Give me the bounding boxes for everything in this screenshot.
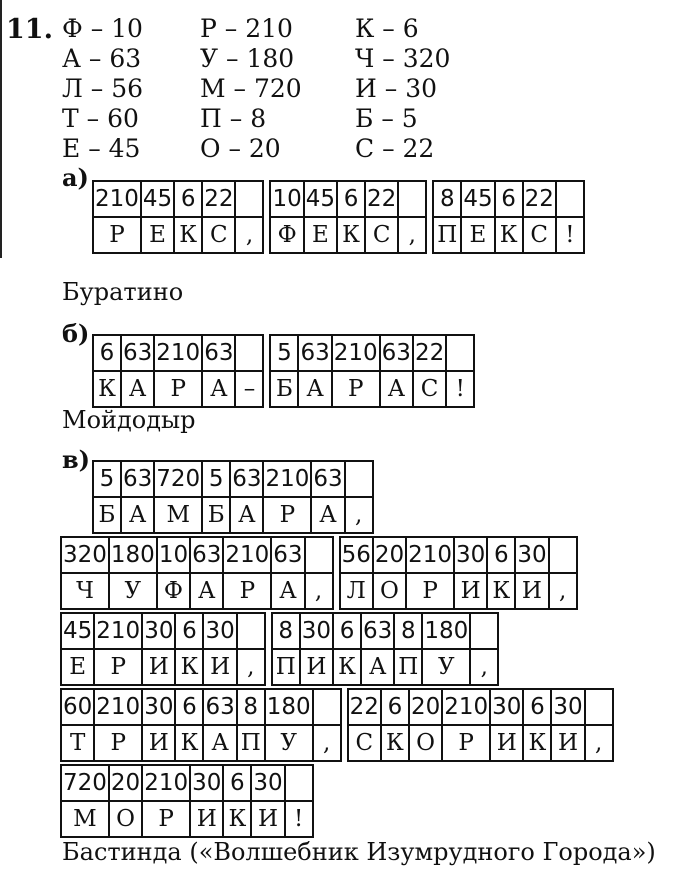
cipher-letter: А: [387, 376, 405, 402]
cipher-letter: О: [380, 578, 399, 604]
key-entry: П – 8: [200, 104, 267, 133]
key-entry: С – 22: [355, 134, 435, 163]
cipher-number: 5: [203, 462, 229, 498]
cipher-number: 22: [203, 182, 234, 218]
cipher-cell: [349, 690, 382, 760]
cipher-number: 45: [305, 182, 336, 218]
punct-mark: ,: [480, 654, 488, 680]
cipher-letter: Р: [279, 502, 296, 528]
cipher-number: [399, 182, 425, 218]
cipher-cell: [516, 538, 549, 608]
cipher-letter: С: [372, 222, 391, 248]
punct-cell: [286, 766, 312, 836]
cipher-number: 320: [62, 538, 108, 574]
cipher-letter: К: [180, 654, 199, 680]
cipher-letter: К: [179, 222, 198, 248]
cipher-word: [92, 180, 264, 254]
punct-cell: [550, 538, 576, 608]
cipher-number: 63: [191, 538, 222, 574]
cipher-letter: Ф: [277, 222, 297, 248]
cipher-letter: У: [124, 578, 142, 604]
cipher-letter: Б: [276, 376, 293, 402]
cipher-cell: [143, 766, 191, 836]
cipher-number: 6: [176, 614, 202, 650]
cipher-letter: К: [228, 806, 247, 832]
cipher-cell: [203, 462, 231, 532]
cipher-number: 63: [231, 462, 262, 498]
cipher-letter: А: [128, 502, 147, 528]
key-entry: Б – 5: [355, 104, 418, 133]
cipher-number: 210: [333, 336, 379, 372]
punct-cell: [306, 538, 332, 608]
cipher-number: 6: [224, 766, 250, 802]
cipher-cell: [155, 336, 203, 406]
cipher-number: 10: [158, 538, 189, 574]
cipher-letter: Е: [311, 222, 329, 248]
cipher-number: 22: [366, 182, 397, 218]
cipher-number: 6: [338, 182, 364, 218]
cipher-letter: Е: [69, 654, 87, 680]
cipher-letter: Р: [347, 376, 364, 402]
cipher-letter: П: [275, 654, 296, 680]
punct-mark: ,: [247, 654, 255, 680]
cipher-letter: А: [210, 376, 228, 402]
cipher-number: 720: [155, 462, 201, 498]
cipher-row-v5: [60, 764, 319, 838]
cipher-letter: К: [492, 578, 511, 604]
cipher-word: [60, 536, 334, 610]
cipher-letter: А: [306, 376, 324, 402]
cipher-cell: [407, 538, 455, 608]
cipher-number: [471, 614, 497, 650]
key-entry: Ф – 10: [62, 14, 143, 43]
key-entry: Ч – 320: [355, 44, 451, 73]
cipher-letter: Р: [109, 222, 125, 248]
punct-mark: !: [565, 222, 575, 248]
cipher-letter: И: [306, 654, 327, 680]
cipher-letter: А: [319, 502, 337, 528]
cipher-letter: М: [73, 806, 97, 832]
cipher-number: 20: [410, 690, 441, 726]
cipher-cell: [410, 690, 443, 760]
cipher-number: 30: [552, 690, 583, 726]
cipher-letter: Ч: [76, 578, 94, 604]
cipher-letter: И: [257, 806, 279, 832]
cipher-cell: [496, 182, 524, 252]
punct-mark: ,: [314, 578, 323, 604]
cipher-number: 8: [238, 690, 264, 726]
cipher-number: 180: [423, 614, 469, 650]
cipher-number: 8: [434, 182, 460, 218]
cipher-number: 30: [143, 614, 174, 650]
cipher-cell: [94, 462, 122, 532]
cipher-number: [447, 336, 473, 372]
cipher-row-b: [92, 334, 480, 408]
cipher-number: [346, 462, 372, 498]
cipher-word: [269, 180, 427, 254]
cipher-letter: И: [196, 806, 217, 832]
cipher-cell: [552, 690, 585, 760]
cipher-cell: [455, 538, 488, 608]
cipher-number: 180: [266, 690, 312, 726]
cipher-letter: А: [198, 578, 216, 604]
cipher-cell: [333, 336, 381, 406]
punct-mark: ,: [245, 222, 254, 248]
cipher-cell: [176, 690, 204, 760]
cipher-number: 210: [155, 336, 201, 372]
cipher-letter: У: [437, 654, 455, 680]
cipher-letter: С: [530, 222, 549, 248]
cipher-letter: М: [166, 502, 191, 528]
cipher-letter: К: [342, 222, 360, 248]
cipher-word: [60, 688, 342, 762]
cipher-number: 45: [62, 614, 93, 650]
cipher-number: 22: [414, 336, 445, 372]
caption-a: Буратино: [62, 278, 184, 306]
cipher-number: 20: [374, 538, 405, 574]
cipher-cell: [301, 614, 334, 684]
punct-mark: ,: [408, 222, 416, 248]
cipher-cell: [299, 336, 332, 406]
cipher-letter: Р: [158, 806, 174, 832]
cipher-number: 20: [110, 766, 141, 802]
cipher-number: [236, 182, 262, 218]
cipher-number: 63: [203, 336, 234, 372]
cipher-letter: Б: [207, 502, 225, 528]
cipher-letter: И: [558, 730, 579, 756]
cipher-number: 60: [62, 690, 93, 726]
cipher-cell: [462, 182, 495, 252]
cipher-cell: [395, 614, 423, 684]
cipher-number: 56: [341, 538, 372, 574]
cipher-letter: Р: [110, 654, 126, 680]
cipher-letter: П: [398, 654, 419, 680]
cipher-number: [557, 182, 583, 218]
cipher-cell: [191, 538, 224, 608]
cipher-cell: [62, 538, 110, 608]
cipher-number: 210: [443, 690, 489, 726]
cipher-number: 5: [94, 462, 120, 498]
cipher-word: [60, 612, 266, 686]
cipher-number: 30: [491, 690, 522, 726]
punct-mark: !: [294, 806, 304, 832]
cipher-letter: К: [98, 376, 116, 402]
cipher-number: 30: [301, 614, 332, 650]
punct-cell: [471, 614, 497, 684]
cipher-cell: [414, 336, 447, 406]
punct-cell: [346, 462, 372, 532]
cipher-letter: П: [240, 730, 261, 756]
cipher-word: [432, 180, 585, 254]
cipher-cell: [155, 462, 203, 532]
cipher-row-v4: [60, 688, 619, 762]
cipher-number: [238, 614, 264, 650]
cipher-letter: О: [416, 730, 435, 756]
key-entry: О – 20: [200, 134, 281, 163]
cipher-cell: [122, 462, 155, 532]
key-entry: К – 6: [355, 14, 419, 43]
cipher-row-v3: [60, 612, 504, 686]
caption-b: Мойдодыр: [62, 406, 196, 434]
cipher-letter: У: [280, 730, 298, 756]
cipher-cell: [381, 336, 414, 406]
cipher-letter: И: [148, 654, 169, 680]
cipher-number: 6: [94, 336, 120, 372]
cipher-letter: С: [210, 222, 228, 248]
cipher-letter: С: [355, 730, 374, 756]
cipher-number: 30: [516, 538, 547, 574]
cipher-cell: [142, 182, 175, 252]
cipher-cell: [175, 182, 203, 252]
cipher-cell: [204, 614, 237, 684]
cipher-cell: [524, 182, 557, 252]
cipher-cell: [62, 614, 95, 684]
punct-mark: –: [243, 376, 256, 402]
label-a: а): [62, 163, 89, 192]
cipher-cell: [524, 690, 552, 760]
cipher-letter: А: [128, 376, 147, 402]
cipher-number: 180: [110, 538, 156, 574]
cipher-number: 8: [395, 614, 421, 650]
cipher-number: 210: [94, 182, 140, 218]
punct-cell: [314, 690, 340, 760]
cipher-cell: [62, 766, 110, 836]
cipher-number: 210: [95, 614, 141, 650]
cipher-number: 6: [382, 690, 408, 726]
cipher-letter: К: [386, 730, 404, 756]
cipher-letter: И: [521, 578, 542, 604]
cipher-word: [92, 460, 374, 534]
cipher-number: 6: [334, 614, 360, 650]
cipher-word: [271, 612, 499, 686]
cipher-cell: [204, 690, 237, 760]
cipher-letter: Е: [469, 222, 487, 248]
cipher-cell: [272, 538, 305, 608]
punct-cell: [447, 336, 473, 406]
cipher-word: [347, 688, 614, 762]
cipher-letter: А: [238, 502, 256, 528]
cipher-number: 210: [143, 766, 189, 802]
cipher-number: 45: [462, 182, 493, 218]
cipher-letter: П: [437, 222, 458, 248]
cipher-cell: [271, 182, 304, 252]
cipher-number: 6: [488, 538, 514, 574]
punct-mark: ,: [323, 730, 331, 756]
cipher-cell: [203, 182, 236, 252]
cipher-number: [586, 690, 612, 726]
cipher-number: [306, 538, 332, 574]
cipher-letter: Т: [69, 730, 86, 756]
cipher-cell: [110, 766, 143, 836]
cipher-number: 5: [271, 336, 297, 372]
cipher-cell: [491, 690, 524, 760]
cipher-cell: [488, 538, 516, 608]
cipher-cell: [382, 690, 410, 760]
cipher-cell: [273, 614, 301, 684]
cipher-number: 63: [204, 690, 235, 726]
cipher-cell: [374, 538, 407, 608]
cipher-number: 720: [62, 766, 108, 802]
cipher-cell: [94, 336, 122, 406]
cipher-letter: С: [420, 376, 439, 402]
punct-mark: ,: [595, 730, 603, 756]
cipher-letter: Р: [422, 578, 438, 604]
caption-v: Бастинда («Волшебник Изумрудного Города»): [62, 838, 656, 866]
cipher-cell: [341, 538, 374, 608]
cipher-word: [60, 764, 314, 838]
cipher-cell: [224, 538, 272, 608]
key-entry: Л – 56: [62, 74, 144, 103]
punct-mark: ,: [558, 578, 567, 604]
cipher-number: 30: [191, 766, 222, 802]
punct-cell: [557, 182, 583, 252]
cipher-letter: Ф: [163, 578, 183, 604]
key-entry: У – 180: [200, 44, 295, 73]
cipher-number: 63: [122, 462, 153, 498]
key-entry: М – 720: [200, 74, 302, 103]
cipher-number: 6: [175, 182, 201, 218]
cipher-cell: [191, 766, 224, 836]
cipher-number: 210: [224, 538, 270, 574]
cipher-number: 63: [312, 462, 343, 498]
cipher-number: 210: [264, 462, 310, 498]
cipher-cell: [176, 614, 204, 684]
cipher-letter: Б: [98, 502, 116, 528]
cipher-number: 210: [407, 538, 453, 574]
cipher-cell: [231, 462, 264, 532]
cipher-number: 6: [496, 182, 522, 218]
cipher-number: 210: [95, 690, 141, 726]
cipher-number: 22: [524, 182, 555, 218]
key-entry: А – 63: [62, 44, 142, 73]
cipher-row-v1: [92, 460, 379, 534]
key-column-2: [200, 14, 302, 164]
cipher-number: 30: [204, 614, 235, 650]
cipher-cell: [443, 690, 491, 760]
cipher-number: 30: [455, 538, 486, 574]
cipher-cell: [62, 690, 95, 760]
cipher-number: [550, 538, 576, 574]
cipher-letter: К: [180, 730, 199, 756]
cipher-cell: [266, 690, 314, 760]
cipher-letter: Л: [346, 578, 366, 604]
punct-cell: [238, 614, 264, 684]
cipher-number: [236, 336, 262, 372]
exercise-number: 11.: [6, 14, 53, 45]
punct-cell: [236, 182, 262, 252]
cipher-letter: А: [211, 730, 229, 756]
punct-cell: [586, 690, 612, 760]
cipher-word: [92, 334, 264, 408]
cipher-row-a: [92, 180, 590, 254]
cipher-cell: [143, 614, 176, 684]
cipher-cell: [110, 538, 158, 608]
cipher-letter: А: [279, 578, 297, 604]
cipher-letter: Р: [239, 578, 256, 604]
punct-mark: !: [455, 376, 465, 402]
cipher-cell: [143, 690, 176, 760]
label-v: в): [62, 445, 91, 474]
cipher-cell: [362, 614, 395, 684]
punct-cell: [236, 336, 262, 406]
cipher-cell: [95, 690, 143, 760]
cipher-number: 63: [362, 614, 393, 650]
cipher-letter: Р: [110, 730, 126, 756]
cipher-number: [286, 766, 312, 802]
cipher-number: 63: [272, 538, 303, 574]
key-column-3: [355, 14, 450, 164]
cipher-letter: О: [116, 806, 135, 832]
cipher-letter: Р: [458, 730, 474, 756]
cipher-letter: Е: [149, 222, 166, 248]
cipher-number: 6: [524, 690, 550, 726]
cipher-cell: [423, 614, 471, 684]
cipher-letter: И: [496, 730, 517, 756]
key-entry: И – 30: [355, 74, 438, 103]
cipher-cell: [158, 538, 191, 608]
key-column-1: [62, 14, 143, 164]
margin-line: [0, 0, 2, 258]
cipher-cell: [305, 182, 338, 252]
cipher-number: 10: [271, 182, 302, 218]
cipher-number: 63: [381, 336, 412, 372]
key-entry: Р – 210: [200, 14, 293, 43]
cipher-cell: [224, 766, 252, 836]
cipher-word: [339, 536, 578, 610]
cipher-word: [269, 334, 475, 408]
cipher-letter: И: [460, 578, 481, 604]
punct-cell: [399, 182, 425, 252]
cipher-cell: [271, 336, 299, 406]
cipher-number: 63: [122, 336, 153, 372]
cipher-cell: [252, 766, 285, 836]
cipher-cell: [95, 614, 143, 684]
cipher-cell: [94, 182, 142, 252]
cipher-number: 30: [143, 690, 174, 726]
key-entry: Е – 45: [62, 134, 141, 163]
punct-mark: ,: [355, 502, 363, 528]
cipher-number: 6: [176, 690, 202, 726]
cipher-cell: [238, 690, 266, 760]
cipher-cell: [434, 182, 462, 252]
label-b: б): [62, 319, 90, 348]
key-entry: Т – 60: [62, 104, 139, 133]
cipher-letter: И: [148, 730, 169, 756]
cipher-number: 45: [142, 182, 173, 218]
cipher-number: 22: [349, 690, 380, 726]
cipher-letter: К: [528, 730, 547, 756]
cipher-letter: И: [210, 654, 231, 680]
cipher-letter: Р: [170, 376, 186, 402]
cipher-row-v2: [60, 536, 583, 610]
cipher-number: 8: [273, 614, 299, 650]
cipher-cell: [122, 336, 155, 406]
cipher-letter: К: [499, 222, 518, 248]
cipher-cell: [366, 182, 399, 252]
cipher-cell: [203, 336, 236, 406]
cipher-cell: [338, 182, 366, 252]
cipher-number: 30: [252, 766, 283, 802]
cipher-cell: [334, 614, 362, 684]
cipher-cell: [264, 462, 312, 532]
cipher-cell: [312, 462, 345, 532]
cipher-number: [314, 690, 340, 726]
cipher-letter: К: [338, 654, 356, 680]
cipher-number: 63: [299, 336, 330, 372]
cipher-letter: А: [368, 654, 387, 680]
